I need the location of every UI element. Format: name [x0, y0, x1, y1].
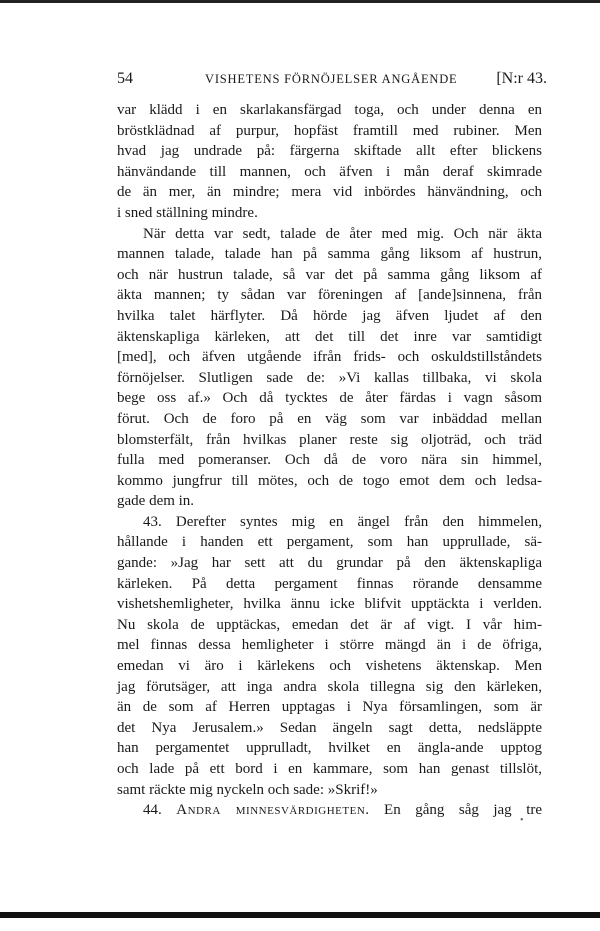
body-text	[117, 100, 542, 821]
text-line: hållande i handen ett pergament, som han upprullade, sä-	[117, 534, 542, 551]
text-line: gande: »Jag har sett att du grundar på den äktenskapliga	[117, 555, 542, 572]
text-line: hvad jag undrade på: färgerna skiftade allt efter blickens	[117, 143, 542, 160]
top-border-line	[0, 0, 600, 3]
text-line: och när hustrun talade, så var det på samma gång liksom af	[117, 266, 542, 283]
text-line: bröstklädnad af purpur, hopfäst framtill med rubiner. Men	[117, 122, 542, 139]
text-line: hvilka talet härflyter. Då hörde jag äfven ljudet af den	[117, 307, 542, 324]
text-line: förnöjelser. Slutligen sade de: »Vi kallas tillbaka, vi skola	[117, 369, 542, 386]
text-line: kärleken. På detta pergament finnas rörande densamme	[117, 575, 542, 592]
text-line: gade dem in.	[117, 493, 195, 510]
text-line: bege oss af.» Och då tycktes de åter färdas i vagn såsom	[117, 390, 542, 407]
text-line: kommo jungfrur till mötes, och de togo emot dem och ledsa-	[117, 472, 542, 489]
text-line: det Nya Jerusalem.» Sedan ängeln sagt detta, nedsläppte	[117, 719, 542, 736]
text-line: samt räckte mig nyckeln och sade: »Skrif!»	[117, 781, 378, 798]
bottom-border-line	[0, 912, 600, 918]
section-text: En gång såg jag tre	[384, 802, 543, 819]
text-line: förut. Och de foro på en väg som var inbäddad mellan	[117, 410, 542, 427]
text-line: Nu skola de upptäckas, emedan det är af vigt. I vår him-	[117, 616, 542, 633]
section-reference: [N:r 43.	[496, 70, 547, 87]
text-line: När detta var sedt, talade de åter med mig. Och när äkta	[143, 225, 542, 242]
text-line: äkta mannen; ty sådan var föreningen af [ande]sinnena, från	[117, 287, 542, 304]
section-44-line	[117, 800, 542, 821]
section-number: 44.	[143, 802, 162, 819]
text-line: i sned ställning mindre.	[117, 204, 258, 221]
text-line: mel finnas dessa hemligheter i större mängd än i de öfriga,	[117, 637, 542, 654]
margin-mark: •	[520, 815, 524, 826]
text-line: vishetshemligheter, hvilka ännu icke blifvit upptäckta i verlden.	[117, 596, 542, 613]
page-number: 54	[117, 70, 133, 87]
text-line: var klädd i en skarlakansfärgad toga, och under denna en	[117, 102, 542, 118]
text-line: 43. Derefter syntes mig en ängel från den himmelen,	[143, 513, 542, 530]
text-line: de än mer, än mindre; mera vid inbördes hänvändning, och	[117, 184, 542, 201]
text-line: blomsterfält, från hvilkas planer reste sig oljoträd, och träd	[117, 431, 542, 448]
text-line: han pergamentet upprulladt, hvilket en ängla-ande upptog	[117, 740, 542, 757]
text-line: mannen talade, talade han på samma gång liksom af hustrun,	[117, 246, 542, 263]
text-line: [med], och äfven utgående ifrån frids- och oskuldstillståndets	[117, 349, 542, 366]
text-line: fulla med pomeranser. Och då de voro nära sin himmel,	[117, 452, 542, 469]
text-line: än de som af Herren upptagas i Nya församlingen, som är	[117, 699, 542, 716]
running-title: VISHETENS FÖRNÖJELSER ANGÅENDE	[205, 72, 458, 86]
page-header	[117, 70, 547, 92]
text-line: hänvändande till mannen, och äfven i mån deraf skimrade	[117, 163, 542, 180]
text-line: emedan vi äro i kärlekens och vishetens äktenskap. Men	[117, 658, 542, 675]
text-line: jag förutsäger, att inga andra skola tillegna sig den kärleken,	[117, 678, 542, 695]
section-heading: Andra minnesvärdigheten.	[176, 802, 370, 819]
text-line: äktenskapliga kärleken, att det till det inre var samtidigt	[117, 328, 542, 345]
text-line: och lade på ett bord i en kammare, som han genast tillslöt,	[117, 761, 542, 777]
